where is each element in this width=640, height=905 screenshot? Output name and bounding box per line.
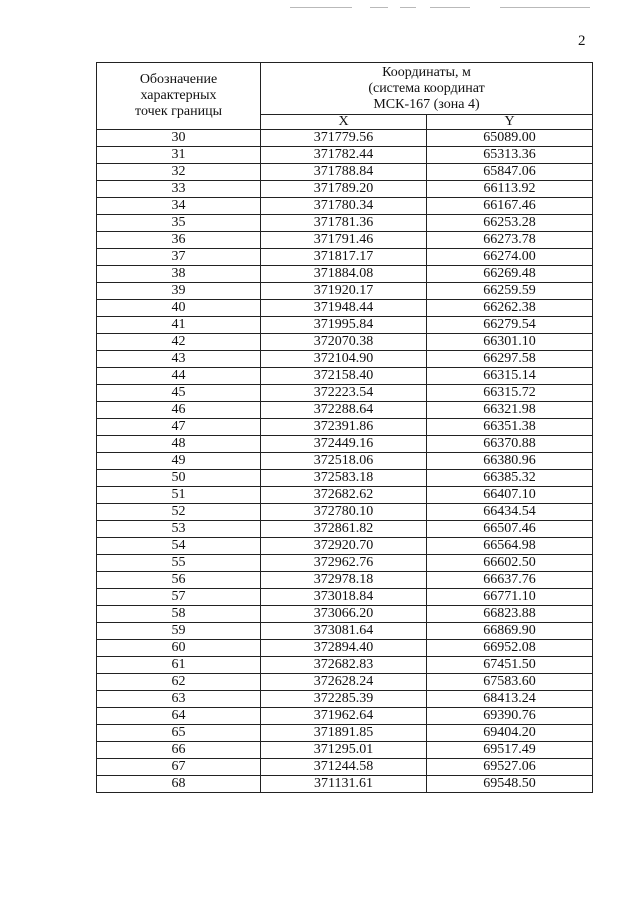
point-label-header <box>97 63 261 130</box>
point-id-cell: 44 <box>97 368 261 385</box>
x-coordinate-cell: 372158.40 <box>261 368 427 385</box>
table-row <box>97 249 593 266</box>
y-coordinate-cell: 66952.08 <box>427 640 593 657</box>
y-coordinate-cell: 67583.60 <box>427 674 593 691</box>
table-row <box>97 283 593 300</box>
point-id-cell: 45 <box>97 385 261 402</box>
y-coordinate-cell: 69390.76 <box>427 708 593 725</box>
point-id-cell: 50 <box>97 470 261 487</box>
point-id-cell: 48 <box>97 436 261 453</box>
point-id-cell: 64 <box>97 708 261 725</box>
coordinates-table <box>96 62 593 793</box>
point-id-cell: 67 <box>97 759 261 776</box>
point-id-cell: 49 <box>97 453 261 470</box>
y-coordinate-cell: 66602.50 <box>427 555 593 572</box>
x-coordinate-cell: 373018.84 <box>261 589 427 606</box>
x-coordinate-cell: 372070.38 <box>261 334 427 351</box>
point-id-cell: 35 <box>97 215 261 232</box>
point-id-cell: 55 <box>97 555 261 572</box>
point-id-cell: 36 <box>97 232 261 249</box>
point-id-cell: 65 <box>97 725 261 742</box>
x-coordinate-cell: 372391.86 <box>261 419 427 436</box>
scan-mark <box>290 7 352 8</box>
point-id-cell: 42 <box>97 334 261 351</box>
table-row <box>97 572 593 589</box>
point-id-cell: 59 <box>97 623 261 640</box>
table-header-row <box>97 63 593 115</box>
x-coordinate-cell: 372223.54 <box>261 385 427 402</box>
table-row <box>97 640 593 657</box>
table-row <box>97 555 593 572</box>
table-row <box>97 130 593 147</box>
point-id-cell: 51 <box>97 487 261 504</box>
page-number: 2 <box>578 33 586 49</box>
point-id-cell: 30 <box>97 130 261 147</box>
x-coordinate-cell: 372920.70 <box>261 538 427 555</box>
table-row <box>97 147 593 164</box>
x-coordinate-cell: 372583.18 <box>261 470 427 487</box>
y-coordinate-cell: 69527.06 <box>427 759 593 776</box>
point-label-header-line: Обозначение <box>139 72 218 87</box>
table-row <box>97 164 593 181</box>
point-id-cell: 60 <box>97 640 261 657</box>
point-id-cell: 41 <box>97 317 261 334</box>
x-coordinate-cell: 372104.90 <box>261 351 427 368</box>
x-coordinate-cell: 372628.24 <box>261 674 427 691</box>
y-coordinate-cell: 66301.10 <box>427 334 593 351</box>
y-coordinate-cell: 66564.98 <box>427 538 593 555</box>
point-id-cell: 68 <box>97 776 261 793</box>
table-row <box>97 759 593 776</box>
scan-mark <box>370 7 388 8</box>
x-coordinate-cell: 372518.06 <box>261 453 427 470</box>
y-coordinate-cell: 66273.78 <box>427 232 593 249</box>
table-row <box>97 504 593 521</box>
point-id-cell: 46 <box>97 402 261 419</box>
point-id-cell: 62 <box>97 674 261 691</box>
x-coordinate-cell: 372682.83 <box>261 657 427 674</box>
table-row <box>97 606 593 623</box>
x-coordinate-cell: 372449.16 <box>261 436 427 453</box>
table-row <box>97 691 593 708</box>
x-coordinate-cell: 372780.10 <box>261 504 427 521</box>
x-coordinate-cell: 371891.85 <box>261 725 427 742</box>
scan-mark <box>430 7 470 8</box>
table-row <box>97 232 593 249</box>
table-row <box>97 215 593 232</box>
y-coordinate-cell: 66434.54 <box>427 504 593 521</box>
y-coordinate-cell: 66113.92 <box>427 181 593 198</box>
table-row <box>97 419 593 436</box>
y-coordinate-cell: 66321.98 <box>427 402 593 419</box>
x-coordinate-cell: 371782.44 <box>261 147 427 164</box>
point-id-cell: 54 <box>97 538 261 555</box>
x-coordinate-cell: 371244.58 <box>261 759 427 776</box>
coordinates-header-line: МСК-167 (зона 4) <box>373 96 480 112</box>
y-coordinate-cell: 66279.54 <box>427 317 593 334</box>
y-coordinate-cell: 66262.38 <box>427 300 593 317</box>
table-row <box>97 385 593 402</box>
y-coordinate-cell: 66297.58 <box>427 351 593 368</box>
x-coordinate-cell: 371788.84 <box>261 164 427 181</box>
table-row <box>97 317 593 334</box>
x-coordinate-cell: 371817.17 <box>261 249 427 266</box>
coordinates-table-body <box>97 130 593 793</box>
point-id-cell: 63 <box>97 691 261 708</box>
coordinates-header-line: Координаты, м <box>382 64 471 80</box>
table-row <box>97 708 593 725</box>
table-row <box>97 368 593 385</box>
x-column-header: X <box>261 115 427 130</box>
x-coordinate-cell: 371789.20 <box>261 181 427 198</box>
table-row <box>97 487 593 504</box>
point-id-cell: 56 <box>97 572 261 589</box>
table-row <box>97 436 593 453</box>
y-coordinate-cell: 66253.28 <box>427 215 593 232</box>
table-row <box>97 725 593 742</box>
y-coordinate-cell: 65089.00 <box>427 130 593 147</box>
y-coordinate-cell: 66167.46 <box>427 198 593 215</box>
y-coordinate-cell: 66507.46 <box>427 521 593 538</box>
point-id-cell: 61 <box>97 657 261 674</box>
point-id-cell: 40 <box>97 300 261 317</box>
coordinates-header-line: (система координат <box>368 80 485 96</box>
table-row <box>97 657 593 674</box>
point-id-cell: 47 <box>97 419 261 436</box>
table-row <box>97 402 593 419</box>
y-coordinate-cell: 66259.59 <box>427 283 593 300</box>
y-coordinate-cell: 65313.36 <box>427 147 593 164</box>
y-coordinate-cell: 66269.48 <box>427 266 593 283</box>
y-coordinate-cell: 66407.10 <box>427 487 593 504</box>
y-coordinate-cell: 69548.50 <box>427 776 593 793</box>
x-coordinate-cell: 372288.64 <box>261 402 427 419</box>
y-coordinate-cell: 67451.50 <box>427 657 593 674</box>
point-id-cell: 52 <box>97 504 261 521</box>
x-coordinate-cell: 372861.82 <box>261 521 427 538</box>
y-coordinate-cell: 66823.88 <box>427 606 593 623</box>
point-id-cell: 53 <box>97 521 261 538</box>
x-coordinate-cell: 371781.36 <box>261 215 427 232</box>
x-coordinate-cell: 371920.17 <box>261 283 427 300</box>
table-row <box>97 589 593 606</box>
x-coordinate-cell: 371780.34 <box>261 198 427 215</box>
y-coordinate-cell: 66771.10 <box>427 589 593 606</box>
table-row <box>97 181 593 198</box>
x-coordinate-cell: 371962.64 <box>261 708 427 725</box>
coordinates-header <box>261 63 593 115</box>
point-id-cell: 38 <box>97 266 261 283</box>
x-coordinate-cell: 372682.62 <box>261 487 427 504</box>
y-coordinate-cell: 65847.06 <box>427 164 593 181</box>
x-coordinate-cell: 372978.18 <box>261 572 427 589</box>
point-id-cell: 34 <box>97 198 261 215</box>
x-coordinate-cell: 372285.39 <box>261 691 427 708</box>
table-row <box>97 521 593 538</box>
point-label-header-line: характерных <box>140 88 217 103</box>
table-row <box>97 742 593 759</box>
point-id-cell: 37 <box>97 249 261 266</box>
x-coordinate-cell: 371791.46 <box>261 232 427 249</box>
x-coordinate-cell: 373066.20 <box>261 606 427 623</box>
y-coordinate-cell: 66274.00 <box>427 249 593 266</box>
table-row <box>97 198 593 215</box>
point-id-cell: 66 <box>97 742 261 759</box>
y-coordinate-cell: 69517.49 <box>427 742 593 759</box>
x-coordinate-cell: 373081.64 <box>261 623 427 640</box>
table-row <box>97 334 593 351</box>
table-row <box>97 470 593 487</box>
point-label-header-line: точек границы <box>135 104 222 119</box>
table-row <box>97 266 593 283</box>
x-coordinate-cell: 371131.61 <box>261 776 427 793</box>
table-row <box>97 674 593 691</box>
y-coordinate-cell: 66351.38 <box>427 419 593 436</box>
x-coordinate-cell: 371884.08 <box>261 266 427 283</box>
y-coordinate-cell: 66315.72 <box>427 385 593 402</box>
x-coordinate-cell: 371779.56 <box>261 130 427 147</box>
y-coordinate-cell: 69404.20 <box>427 725 593 742</box>
point-id-cell: 43 <box>97 351 261 368</box>
y-column-header: Y <box>427 115 593 130</box>
point-id-cell: 57 <box>97 589 261 606</box>
table-row <box>97 538 593 555</box>
table-row <box>97 776 593 793</box>
y-coordinate-cell: 66380.96 <box>427 453 593 470</box>
table-row <box>97 623 593 640</box>
scan-mark <box>500 7 590 8</box>
table-row <box>97 300 593 317</box>
table-row <box>97 453 593 470</box>
y-coordinate-cell: 66370.88 <box>427 436 593 453</box>
point-id-cell: 58 <box>97 606 261 623</box>
y-coordinate-cell: 66315.14 <box>427 368 593 385</box>
point-id-cell: 32 <box>97 164 261 181</box>
x-coordinate-cell: 371948.44 <box>261 300 427 317</box>
y-coordinate-cell: 68413.24 <box>427 691 593 708</box>
point-id-cell: 33 <box>97 181 261 198</box>
y-coordinate-cell: 66385.32 <box>427 470 593 487</box>
scan-mark <box>400 7 416 8</box>
point-id-cell: 31 <box>97 147 261 164</box>
y-coordinate-cell: 66869.90 <box>427 623 593 640</box>
x-coordinate-cell: 371995.84 <box>261 317 427 334</box>
x-coordinate-cell: 371295.01 <box>261 742 427 759</box>
x-coordinate-cell: 372962.76 <box>261 555 427 572</box>
table-row <box>97 351 593 368</box>
y-coordinate-cell: 66637.76 <box>427 572 593 589</box>
point-id-cell: 39 <box>97 283 261 300</box>
x-coordinate-cell: 372894.40 <box>261 640 427 657</box>
